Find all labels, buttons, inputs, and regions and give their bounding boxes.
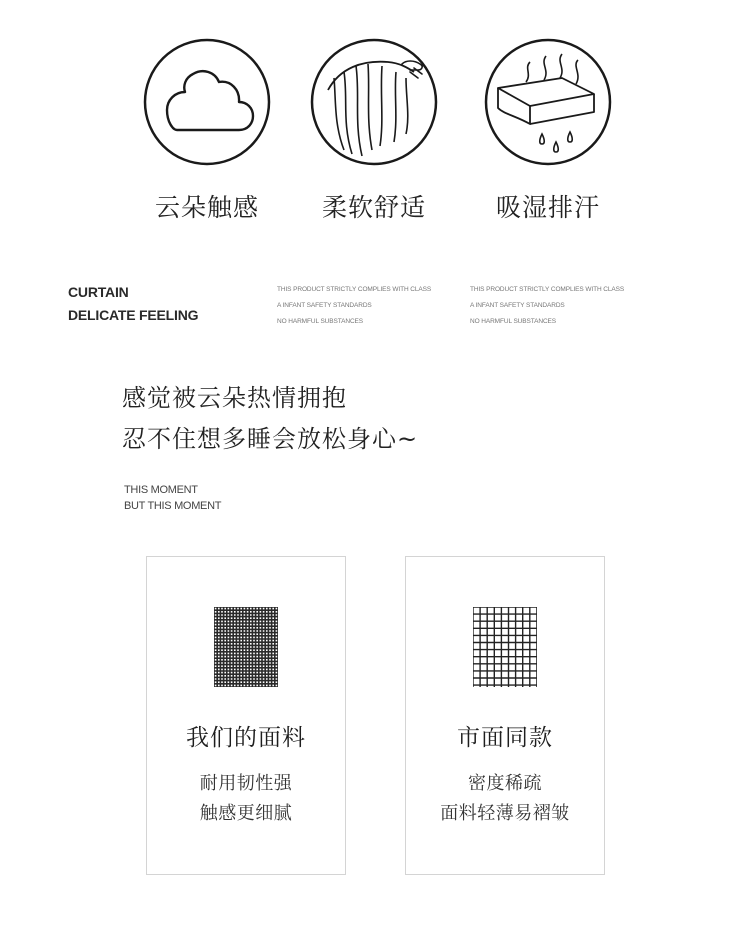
slogan-line-1: 感觉被云朵热情拥抱	[122, 384, 347, 412]
moment-caption	[124, 482, 221, 514]
dense-weave-icon	[214, 607, 278, 687]
moment-line-1: THIS MOMENT	[124, 484, 198, 496]
brand-line-1: CURTAIN	[68, 284, 129, 300]
moment-line-2: BUT THIS MOMENT	[124, 500, 222, 512]
fabric-drape-icon	[310, 38, 438, 166]
sparse-weave-icon	[473, 607, 537, 687]
fine-print-line: THIS PRODUCT STRICTLY COMPLIES WITH CLASS	[470, 286, 625, 293]
fine-print-line: NO HARMFUL SUBSTANCES	[470, 318, 557, 325]
feature-cloud-touch	[141, 38, 273, 224]
brand-line-2: DELICATE FEELING	[68, 307, 199, 323]
card-line: 耐用韧性强	[199, 773, 293, 794]
feature-soft-comfort	[308, 38, 440, 224]
card-line: 密度稀疏	[468, 773, 542, 794]
moisture-wicking-icon	[484, 38, 612, 166]
comparison-card-market	[405, 556, 605, 875]
feature-label: 柔软舒适	[321, 193, 426, 222]
comparison-card-ours	[146, 556, 346, 875]
slogan	[122, 378, 418, 460]
card-line: 触感更细腻	[199, 803, 293, 824]
fine-print-block-2	[470, 282, 624, 330]
fine-print-line: THIS PRODUCT STRICTLY COMPLIES WITH CLASS	[277, 286, 432, 293]
feature-label: 云朵触感	[154, 193, 259, 222]
slogan-line-2: 忍不住想多睡会放松身心~	[122, 425, 419, 453]
fine-print-line: NO HARMFUL SUBSTANCES	[277, 318, 364, 325]
feature-label: 吸湿排汗	[495, 193, 600, 222]
card-line: 面料轻薄易褶皱	[440, 803, 570, 824]
brand-heading	[68, 281, 198, 327]
cloud-icon	[143, 38, 271, 166]
fine-print-line: A INFANT SAFETY STANDARDS	[277, 302, 372, 309]
fine-print-block-1	[277, 282, 431, 330]
card-title: 市面同款	[457, 725, 553, 751]
card-title: 我们的面料	[186, 725, 306, 751]
fine-print-line: A INFANT SAFETY STANDARDS	[470, 302, 565, 309]
feature-moisture-wicking	[482, 38, 614, 224]
